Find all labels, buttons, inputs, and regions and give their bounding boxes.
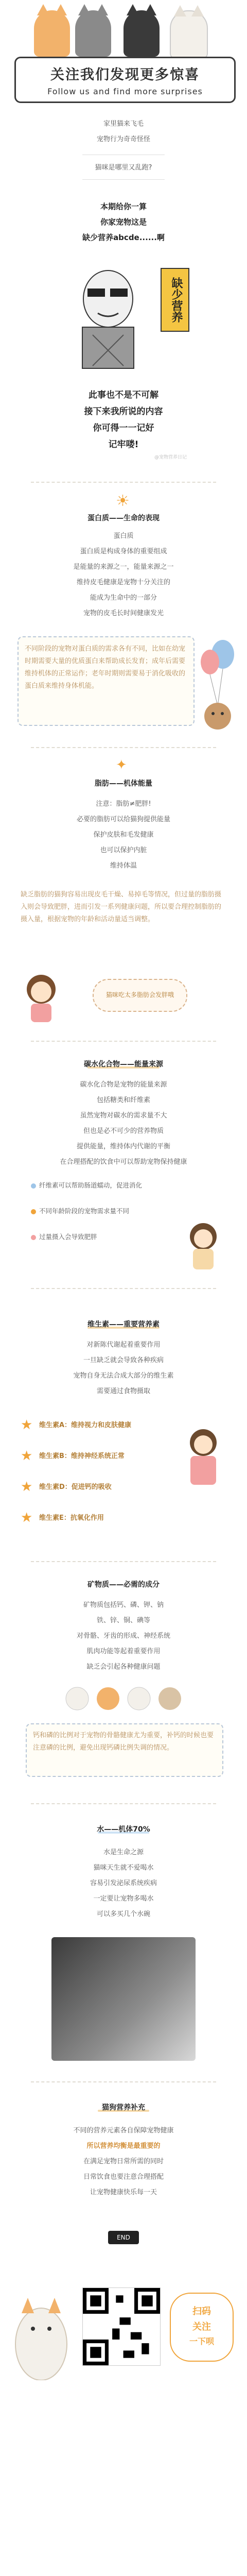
carbs-line: 虽然宠物对碳水的需求量不大 — [80, 1112, 167, 1120]
mineral-line: 缺乏会引起各种健康问题 — [86, 1663, 161, 1671]
vitamin-line: 一旦缺乏就会导致各种疾病 — [83, 1357, 164, 1364]
cat-drinking-photo — [51, 1937, 196, 2061]
vitamin-item-label: 维生素A：维持视力和皮肤健康 — [39, 1421, 132, 1429]
protein-line: 是能量的来源之一，能量来源之一 — [73, 563, 174, 571]
water-line: 猫咪天生就不爱喝水 — [93, 1864, 154, 1872]
vitamin-item-label: 维生素D：促进钙的吸收 — [39, 1483, 112, 1491]
carbs-bullet-text: 过量摄入会导致肥胖 — [39, 1233, 97, 1241]
fat-bubble-text: 猫咪吃太多脂肪会发胖哦 — [105, 991, 174, 998]
qr-caption-1: 扫码 — [192, 2306, 211, 2317]
cat-illustration-orange — [34, 10, 70, 57]
ending-line: 日常饮食也要注意合理搭配 — [83, 2173, 164, 2181]
vitamin-title: 维生素——重要营养素 — [87, 1320, 160, 1329]
follow-line-2: 接下来我所说的内容 — [84, 406, 163, 417]
section-divider — [31, 1561, 216, 1562]
watermark: @宠物营养日记 — [154, 455, 187, 460]
star-icon: ✦ — [116, 757, 127, 773]
fat-line: 维持体温 — [110, 862, 137, 870]
intro-statement-3: 缺少营养abcde......啊 — [82, 233, 165, 242]
qr-card — [10, 2277, 237, 2380]
mineral-title: 矿物质——必需的成分 — [87, 1581, 160, 1589]
fat-bubble — [93, 979, 187, 1012]
header — [0, 0, 247, 106]
follow-line-3: 你可得一一记好 — [93, 423, 154, 433]
qr-caption-3: 一下呗 — [189, 2336, 214, 2346]
end-badge: END — [108, 2231, 139, 2244]
intro-line-2: 宠物行为奇奇怪怪 — [96, 135, 150, 143]
water-line: 一定要让宠物多喝水 — [93, 1895, 154, 1903]
fat-title: 脂肪——机体能量 — [95, 779, 152, 788]
carbs-line: 包括糖类和纤维素 — [96, 1096, 150, 1104]
vitamin-item-label: 维生素B：维持神经系统正常 — [39, 1452, 125, 1460]
intro-question: 猫咪是哪里又乱跑? — [95, 164, 152, 172]
star-icon: ★ — [21, 1479, 33, 1495]
bullet-dot — [31, 1183, 36, 1189]
mineral-line: 肌肉功能等起着重要作用 — [86, 1648, 161, 1655]
girl-with-pet-illustration — [175, 1216, 232, 1273]
carbs-line: 提供能量，维持体内代谢的平衡 — [76, 1143, 170, 1150]
protein-quote: 不同阶段的宠物对蛋白质的需求各有不同，比如在幼宠时期需要大量的优质蛋白来帮助成长发育；成年后需要维持机体的正常运作；老年时期则需要易于消化吸收的蛋白质来维持身体机能。 — [25, 645, 186, 690]
cat-illustration-footer — [10, 2287, 72, 2380]
ending-title: 猫狗营养补充 — [102, 2104, 145, 2112]
fat-line: 注意：脂肪≠肥胖! — [96, 800, 151, 808]
water-line: 可以多买几个水碗 — [96, 1910, 150, 1918]
qr-caption-box — [170, 2293, 234, 2362]
divider — [82, 179, 165, 180]
fat-quote: 缺乏脂肪的猫狗容易出现皮毛干燥、易掉毛等情况，但过量的脂肪摄入则会导致肥胖，进而引发一系列健康问题，所以要合理控制脂肪的摄入量，根据宠物的年龄和活动量适当调整。 — [21, 891, 222, 923]
vitamin-line: 宠物自身无法合成大部分的维生素 — [73, 1372, 174, 1380]
water-line: 水是生命之源 — [103, 1849, 144, 1856]
mineral-quote: 钙和磷的比例对于宠物的骨骼健康尤为重要，补钙的时候也要注意磷的比例，避免出现钙磷比例失调的情况。 — [33, 1732, 214, 1752]
intro-statement-1: 本期给你一算 — [100, 202, 147, 211]
ending-line: 让宠物健康快乐每一天 — [90, 2189, 157, 2196]
follow-line-4: 记牢喽! — [108, 439, 139, 450]
carbs-line: 碳水化合物是宠物的能量来源 — [80, 1081, 167, 1089]
fat-line: 也可以保护内脏 — [100, 846, 147, 854]
balloon-bear-illustration — [195, 634, 241, 737]
protein-line: 蛋白质是构成身体的重要组成 — [80, 548, 167, 555]
girl-reading-illustration — [175, 1422, 232, 1494]
water-line: 容易引发泌尿系统疾病 — [90, 1879, 157, 1887]
fat-line: 保护皮肤和毛发健康 — [93, 831, 154, 839]
water-title: 水——机体70% — [97, 1825, 150, 1834]
girl-illustration — [15, 969, 67, 1025]
carbs-bullet-text: 纤维素可以帮助肠道蠕动，促进消化 — [39, 1181, 143, 1189]
carbs-line: 在合理搭配的饮食中可以帮助宠物保持健康 — [60, 1158, 187, 1166]
page-subtitle: Follow us and find more surprises — [47, 87, 203, 96]
carbs-bullet — [31, 1206, 226, 1217]
carbs-title: 碳水化合物——能量来源 — [84, 1060, 163, 1069]
vitamin-item — [21, 1414, 165, 1437]
headline-box — [14, 57, 236, 103]
carbs-line: 但也是必不可少的营养物质 — [83, 1127, 164, 1135]
star-icon: ★ — [21, 1448, 33, 1464]
ending-line: 所以营养均衡是最重要的 — [86, 2142, 161, 2150]
section-divider — [31, 2081, 216, 2082]
section-divider — [31, 747, 216, 748]
cat-illustration-gray — [75, 10, 111, 57]
follow-line-1: 此事也不是不可解 — [89, 390, 158, 400]
star-icon: ★ — [21, 1417, 33, 1433]
mineral-line: 矿物质包括钙、磷、钾、钠 — [83, 1601, 164, 1609]
vitamin-item-label: 维生素E：抗氧化作用 — [39, 1514, 104, 1522]
vitamin-item — [21, 1507, 165, 1530]
ending-line: 在满足宠物日常所需的同时 — [83, 2158, 164, 2165]
mineral-line: 铁、锌、铜、碘等 — [96, 1617, 150, 1624]
vitamin-item — [21, 1476, 165, 1499]
protein-line: 能成为生命中的一部分 — [90, 594, 157, 602]
section-divider — [31, 1803, 216, 1804]
qr-code-pattern — [83, 2288, 160, 2365]
intro-statement-2: 你家宠物这是 — [100, 217, 147, 227]
bullet-dot — [31, 1235, 36, 1240]
intro-line-1: 家里猫来飞毛 — [103, 120, 144, 128]
cat-illustration-white — [170, 10, 208, 59]
protein-title: 蛋白质——生命的表现 — [87, 514, 160, 522]
qr-code[interactable] — [82, 2287, 161, 2366]
vitamin-item — [21, 1445, 165, 1468]
vitamin-line: 需要通过食物摄取 — [96, 1387, 150, 1395]
section-divider — [31, 1041, 216, 1042]
carbs-bullet-text: 不同年龄阶段的宠物需求量不同 — [39, 1207, 130, 1215]
protein-line: 维持皮毛健康是宠物十分关注的 — [76, 579, 170, 586]
ending-line: 不同的营养元素各自保障宠物健康 — [73, 2127, 174, 2134]
sign-board: 缺少营养 — [161, 268, 189, 332]
section-divider — [31, 482, 216, 483]
cats-row-illustration — [62, 1682, 185, 1713]
fat-line: 必要的脂肪可以给猫狗提供能量 — [76, 816, 170, 823]
carbs-bullet — [31, 1180, 226, 1191]
qr-caption-2: 关注 — [192, 2321, 211, 2332]
sun-icon: ☀ — [116, 492, 130, 510]
mineral-line: 对骨骼、牙齿的形成、神经系统 — [76, 1632, 170, 1640]
protein-line: 宠物的皮毛长时间健康发光 — [83, 609, 164, 617]
section-divider — [31, 1288, 216, 1289]
page-title: 关注我们发现更多惊喜 — [50, 67, 200, 83]
star-icon: ★ — [21, 1510, 33, 1526]
protein-line: 蛋白质 — [113, 532, 134, 540]
cat-illustration-black — [123, 10, 160, 57]
vitamin-line: 对新陈代谢起着重要作用 — [86, 1341, 161, 1349]
bullet-dot — [31, 1209, 36, 1214]
